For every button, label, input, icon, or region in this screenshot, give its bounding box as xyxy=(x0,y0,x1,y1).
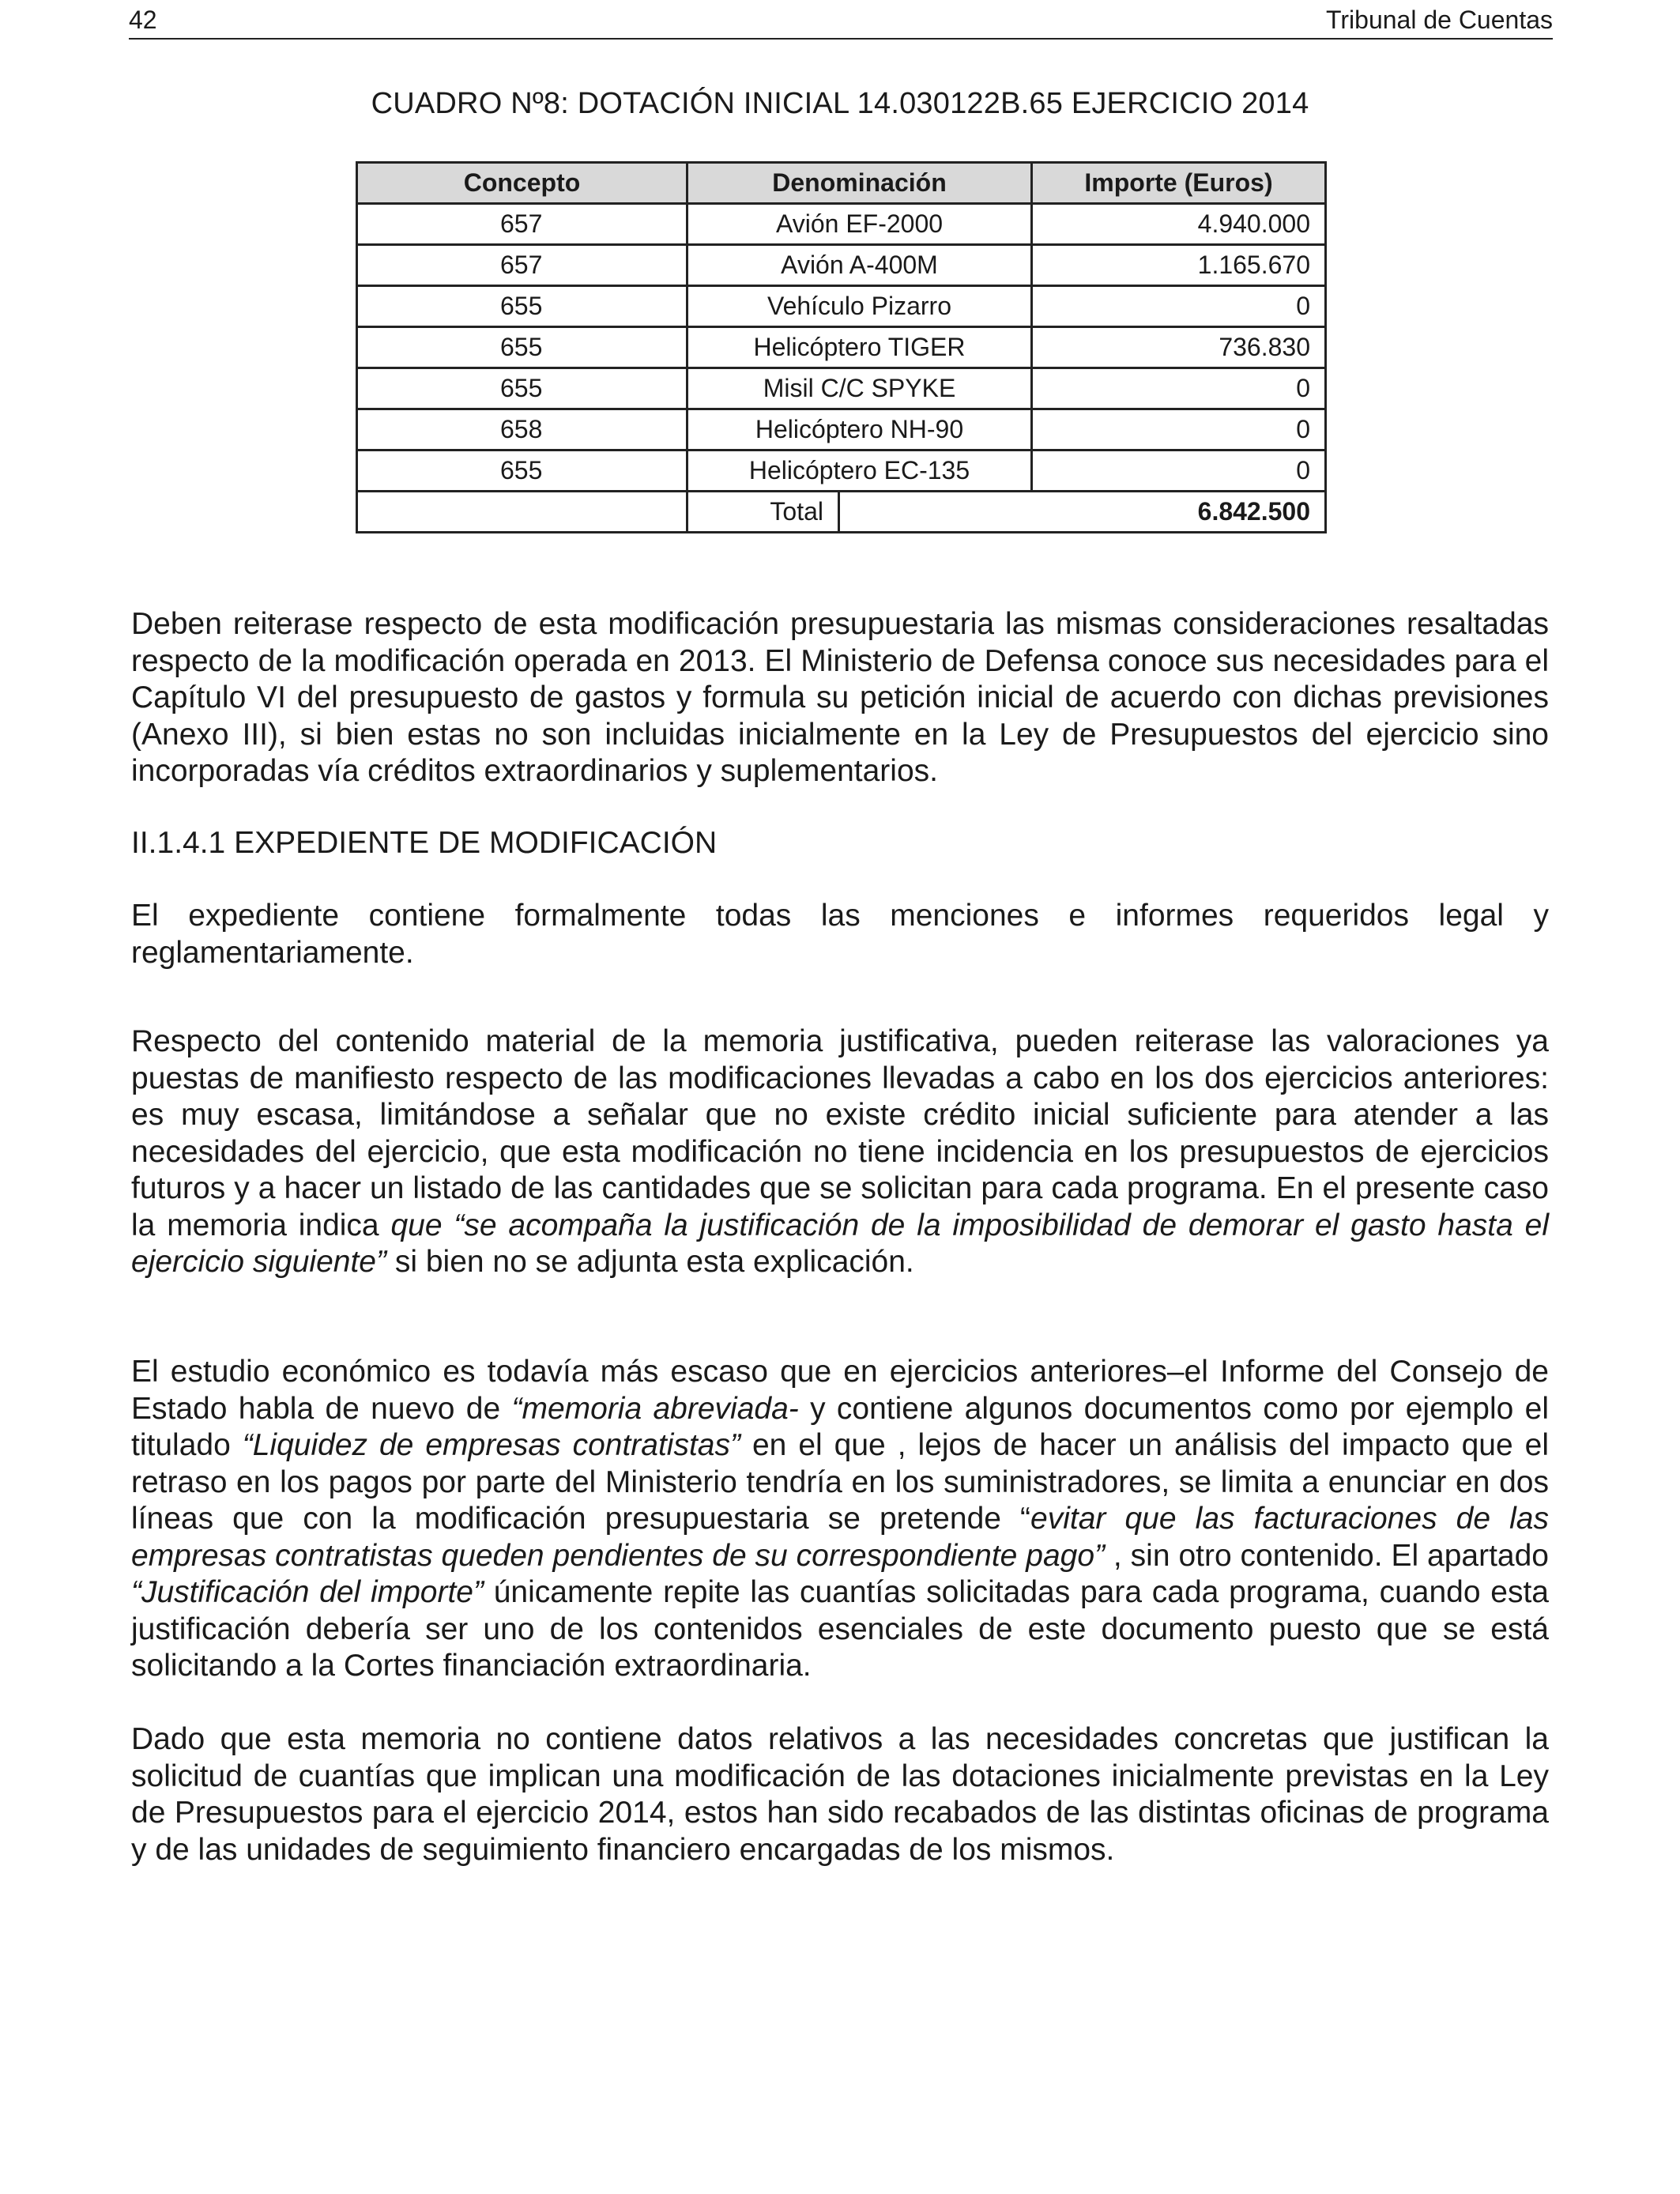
paragraph-estudio-economico xyxy=(131,1354,1549,1685)
page-number: 42 xyxy=(129,6,157,34)
total-value: 6.842.500 xyxy=(1032,492,1326,533)
column-header-concepto: Concepto xyxy=(357,163,687,204)
cell-importe: 0 xyxy=(1032,409,1326,450)
column-header-importe: Importe (Euros) xyxy=(1032,163,1326,204)
total-label: Total xyxy=(687,492,839,533)
cell-concepto: 655 xyxy=(357,327,687,368)
cell-concepto: 655 xyxy=(357,286,687,327)
cell-concepto: 657 xyxy=(357,245,687,286)
budget-table xyxy=(356,161,1327,533)
text-span: El estudio económico es todavía más escaso que en ejercicios anteriores–el Informe del Consejo de Estado habla de nuevo de xyxy=(131,1355,1549,1426)
table-header-row xyxy=(357,163,1326,204)
table-row xyxy=(357,368,1326,409)
cell-denominacion: Helicóptero EC-135 xyxy=(687,450,1032,492)
table-row xyxy=(357,286,1326,327)
table-title: CUADRO Nº8: DOTACIÓN INICIAL 14.030122B.65 EJERCICIO 2014 xyxy=(371,87,1309,120)
cell-concepto: 658 xyxy=(357,409,687,450)
cell-importe: 0 xyxy=(1032,286,1326,327)
quoted-text: evitar que las facturaciones de las empresas contratistas queden pendientes de su correspondiente pago” xyxy=(131,1502,1549,1573)
cell-importe: 0 xyxy=(1032,450,1326,492)
text-span: únicamente repite las cuantías solicitadas para cada programa, cuando esta justificación debería ser uno de los contenidos esenciales de este documento puesto que se está solicitando a la Cortes financiación extraordinaria. xyxy=(131,1575,1549,1683)
cell-importe: 1.165.670 xyxy=(1032,245,1326,286)
table-row xyxy=(357,409,1326,450)
text-span: , sin otro contenido. El apartado xyxy=(1105,1538,1549,1573)
table-row xyxy=(357,450,1326,492)
cell-importe: 0 xyxy=(1032,368,1326,409)
cell-denominacion: Helicóptero NH-90 xyxy=(687,409,1032,450)
text-span: Respecto del contenido material de la memoria justificativa, pueden reiterase las valoraciones ya puestas de manifiesto respecto de las modificaciones llevadas a cabo en los dos ejercicios anteriores: es muy escasa, limitándose a señalar que no existe crédito inicial suficiente para atender a las necesidades del ejercicio, que esta modificación no tiene incidencia en los presupuestos de ejercicios futuros y a hacer un listado de las cantidades que se solicitan para cada programa. En el presente caso la memoria indica xyxy=(131,1024,1549,1242)
text-span: si bien no se adjunta esta explicación. xyxy=(386,1245,914,1279)
quoted-text: que “se acompaña la justificación de la imposibilidad de demorar el gasto hasta el ejercicio siguiente” xyxy=(131,1208,1549,1279)
text-span: y contiene algunos documentos como por ejemplo el titulado xyxy=(131,1391,1549,1462)
cell-denominacion: Vehículo Pizarro xyxy=(687,286,1032,327)
paragraph-consideraciones: Deben reiterase respecto de esta modificación presupuestaria las mismas consideraciones resaltadas respecto de la modificación operada en 2013. El Ministerio de Defensa conoce sus necesidades para el Capítulo VI del presupuesto de gastos y formula su petición inicial de acuerdo con dichas previsiones (Anexo III), si bien estas no son incluidas inicialmente en la Ley de Presupuestos del ejercicio sino incorporadas vía créditos extraordinarios y suplementarios. xyxy=(131,607,1549,788)
cell-concepto: 657 xyxy=(357,204,687,245)
cell-concepto: 655 xyxy=(357,450,687,492)
cell-denominacion: Avión A-400M xyxy=(687,245,1032,286)
cell-importe: 4.940.000 xyxy=(1032,204,1326,245)
column-header-denominacion: Denominación xyxy=(687,163,1032,204)
text-span: en el que , lejos de hacer un análisis del impacto que el retraso en los pagos por parte del Ministerio tendría en los suministradores, se limita a enunciar en dos líneas que con la modificación presupuestaria se pretende “ xyxy=(131,1428,1549,1536)
table-total-row xyxy=(357,492,1326,533)
table-row xyxy=(357,204,1326,245)
table-row xyxy=(357,327,1326,368)
total-blank-cell xyxy=(357,492,687,533)
section-heading: II.1.4.1 EXPEDIENTE DE MODIFICACIÓN xyxy=(131,826,718,860)
total-spacer-cell xyxy=(839,492,1032,533)
paragraph-expediente: El expediente contiene formalmente todas las menciones e informes requeridos legal y reglamentariamente. xyxy=(131,899,1549,970)
cell-importe: 736.830 xyxy=(1032,327,1326,368)
page-header xyxy=(129,5,1553,40)
paragraph-memoria-justificativa xyxy=(131,1023,1549,1281)
paragraph-conclusion: Dado que esta memoria no contiene datos relativos a las necesidades concretas que justifican la solicitud de cuantías que implican una modificación de las dotaciones inicialmente previstas en la Ley de Presupuestos para el ejercicio 2014, estos han sido recabados de las distintas oficinas de programa y de las unidades de seguimiento financiero encargadas de los mismos. xyxy=(131,1722,1549,1867)
cell-denominacion: Misil C/C SPYKE xyxy=(687,368,1032,409)
quoted-text: “Liquidez de empresas contratistas” xyxy=(242,1428,740,1462)
cell-denominacion: Avión EF-2000 xyxy=(687,204,1032,245)
institution-name: Tribunal de Cuentas xyxy=(1326,6,1553,34)
cell-concepto: 655 xyxy=(357,368,687,409)
quoted-text: “Justificación del importe” xyxy=(131,1575,484,1609)
cell-denominacion: Helicóptero TIGER xyxy=(687,327,1032,368)
quoted-text: “memoria abreviada- xyxy=(511,1391,799,1426)
table-row xyxy=(357,245,1326,286)
